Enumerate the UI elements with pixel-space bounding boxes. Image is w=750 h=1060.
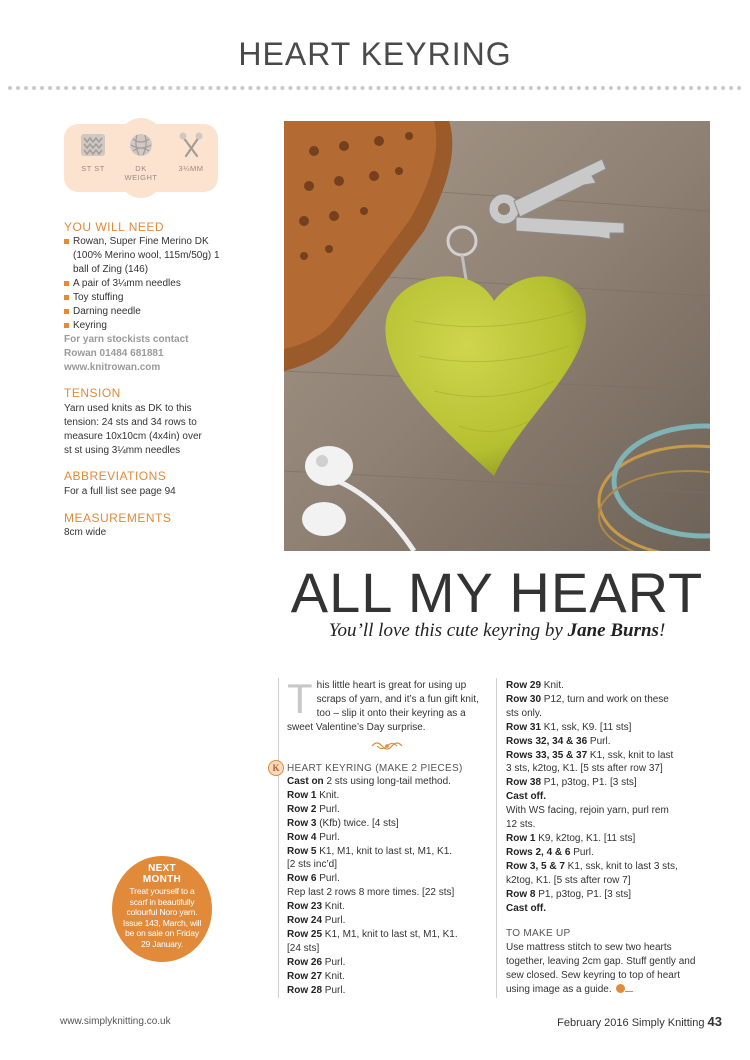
- step-text: P1, p3tog, P1. [3 sts]: [535, 888, 632, 900]
- step-text: Purl.: [587, 735, 611, 747]
- to-make-up-text: Use mattress stitch to sew two hearts together, leaving 2cm gap. Stuff gently and sew closed. Sew keyring to top of heart using image as a guide.: [506, 942, 696, 995]
- pattern-column-1: [287, 775, 492, 998]
- step-label: Row 26: [287, 956, 323, 968]
- pattern-step: [287, 984, 492, 998]
- pattern-step: [506, 749, 711, 777]
- column-divider: [278, 678, 279, 998]
- step-label: Row 3: [287, 817, 317, 829]
- footer-url: www.simplyknitting.co.uk: [60, 1016, 171, 1027]
- pattern-info-badge: [64, 124, 218, 192]
- materials-list: [64, 235, 244, 333]
- step-label: Row 1: [287, 789, 317, 801]
- list-item: Rowan, Super Fine Merino DK (100% Merino wool, 115m/50g) 1 ball of Zing (146): [64, 235, 223, 277]
- list-item: Darning needle: [64, 305, 244, 319]
- abbreviations-text: For a full list see page 94: [64, 486, 176, 497]
- step-label: Row 30: [506, 693, 542, 705]
- step-text: Purl.: [322, 984, 346, 996]
- page-title: HEART KEYRING: [238, 36, 512, 72]
- step-label: Rows 32, 34 & 36: [506, 735, 588, 747]
- heart-keyring-photo: [284, 121, 710, 551]
- you-will-need-heading: YOU WILL NEED: [64, 220, 165, 234]
- step-text: P12, turn and work on these sts only.: [506, 693, 669, 719]
- badge-weight: DK WEIGHT: [116, 132, 166, 182]
- step-text: K1, ssk, knit to last 3 sts, k2tog, K1. [5 sts after row 7]: [506, 860, 678, 886]
- step-text: Purl.: [322, 915, 346, 927]
- step-label: Row 25: [287, 928, 323, 940]
- step-text: Rep last 2 rows 8 more times. [22 sts]: [287, 887, 455, 899]
- yarn-ball-icon: [127, 132, 155, 158]
- pattern-step: [287, 956, 492, 970]
- step-text: P1, p3tog, P1. [3 sts]: [541, 777, 637, 789]
- measurements-text: 8cm wide: [64, 527, 107, 538]
- step-text: K1, ssk, K9. [11 sts]: [541, 721, 632, 733]
- pattern-step: [506, 735, 711, 749]
- pattern-step: [506, 721, 711, 735]
- tension-text: Yarn used knits as DK to this tension: 24 sts and 34 rows to measure 10x10cm (4x4in) over st st using 3¼mm needles: [64, 403, 202, 456]
- pattern-step: [506, 693, 711, 721]
- pattern-step: [506, 832, 711, 846]
- stockist-contact: For yarn stockists contact Rowan 01484 681881 www.knitrowan.com: [64, 334, 189, 373]
- step-text: K1, ssk, knit to last 3 sts, k2tog, K1. [5 sts after row 37]: [506, 749, 674, 775]
- needles-icon: [177, 132, 205, 158]
- step-label: Row 2: [287, 803, 317, 815]
- step-text: K1, M1, knit to last st, M1, K1. [2 sts inc’d]: [287, 845, 453, 871]
- step-label: Rows 2, 4 & 6: [506, 846, 571, 858]
- pattern-step: [287, 928, 492, 956]
- step-text: Purl.: [570, 846, 594, 858]
- footer-issue: February 2016 Simply Knitting 43: [557, 1014, 722, 1029]
- pattern-section-label: HEART KEYRING (MAKE 2 PIECES): [287, 763, 463, 774]
- page-number: 43: [707, 1014, 722, 1029]
- pattern-step: [287, 914, 492, 928]
- step-label: Row 31: [506, 721, 542, 733]
- step-label: Cast off.: [506, 791, 546, 803]
- step-text: Purl.: [316, 803, 340, 815]
- pattern-step: [506, 790, 711, 804]
- author-name: Jane Burns: [567, 620, 659, 641]
- pattern-step: [287, 845, 492, 873]
- pattern-step: [506, 902, 711, 916]
- pattern-step: [506, 846, 711, 860]
- to-make-up-heading: TO MAKE UP: [506, 928, 571, 939]
- pattern-step: [287, 872, 492, 886]
- pattern-step: [287, 775, 492, 789]
- step-label: Cast on: [287, 776, 324, 787]
- step-text: Knit.: [316, 789, 340, 801]
- step-label: Row 27: [287, 970, 323, 982]
- step-text: Purl.: [322, 956, 346, 968]
- step-label: Row 8: [506, 888, 536, 900]
- next-month-text: Treat yourself to a scarf in beautifully colourful Noro yarn. Issue 143, March, will be on sale on Friday 29 January.: [122, 886, 202, 949]
- pattern-step: [287, 900, 492, 914]
- flourish-ornament: [370, 740, 404, 752]
- you-will-need-section: [64, 235, 244, 375]
- step-label: Row 1: [506, 832, 536, 844]
- pattern-step: [287, 803, 492, 817]
- pattern-step: [287, 817, 492, 831]
- badge-stitch: ST ST: [68, 132, 118, 173]
- step-text: Knit.: [322, 901, 345, 913]
- stockinette-icon: [79, 132, 107, 158]
- step-label: Row 6: [287, 873, 317, 885]
- list-item: Toy stuffing: [64, 291, 244, 305]
- article-standfirst: You’ll love this cute keyring by Jane Burns!: [328, 620, 666, 641]
- end-mark-icon: [616, 984, 625, 993]
- step-text: K1, M1, knit to last st, M1, K1. [24 sts]: [287, 928, 458, 954]
- pattern-step: [506, 679, 711, 693]
- step-text: Purl.: [316, 873, 340, 885]
- step-text: Knit.: [541, 680, 564, 691]
- pattern-step: [287, 970, 492, 984]
- step-text: Purl.: [316, 831, 340, 843]
- step-label: Cast off.: [506, 902, 546, 914]
- tension-heading: TENSION: [64, 386, 121, 400]
- step-label: Row 28: [287, 984, 323, 996]
- list-item: Keyring: [64, 319, 244, 333]
- step-label: Rows 33, 35 & 37: [506, 749, 588, 761]
- step-label: Row 38: [506, 777, 542, 789]
- measurements-heading: MEASUREMENTS: [64, 511, 172, 525]
- list-item: A pair of 3¼mm needles: [64, 277, 244, 291]
- abbreviations-heading: ABBREVIATIONS: [64, 469, 167, 483]
- step-label: Row 5: [287, 845, 317, 857]
- step-text: (Kfb) twice. [4 sts]: [316, 817, 399, 829]
- pattern-column-2: [506, 679, 711, 915]
- step-label: Row 29: [506, 680, 542, 691]
- article-headline: ALL MY HEART: [290, 561, 704, 624]
- pattern-step: [506, 860, 711, 888]
- step-label: Row 23: [287, 901, 323, 913]
- drop-cap: T: [287, 675, 313, 722]
- step-text: Knit.: [322, 970, 345, 982]
- dotted-divider: [8, 86, 742, 90]
- step-text: 2 sts using long-tail method.: [323, 776, 451, 787]
- pattern-step: [287, 886, 492, 900]
- column-divider: [496, 678, 497, 998]
- step-text: With WS facing, rejoin yarn, purl rem 12 sts.: [506, 805, 669, 831]
- pattern-step: [287, 789, 492, 803]
- pattern-step: [287, 831, 492, 845]
- article-intro: This little heart is great for using up scraps of yarn, and it’s a fun gift knit, too – slip it onto their keyring as a sweet Valentine’s Day surprise.: [287, 675, 479, 733]
- step-label: Row 24: [287, 915, 323, 927]
- knit-k-icon: K: [268, 760, 284, 776]
- pattern-step: [506, 804, 711, 832]
- pattern-step: [506, 888, 711, 902]
- next-month-badge: NEXT MONTH Treat yourself to a scarf in beautifully colourful Noro yarn. Issue 143, March, will be on sale on Friday 29 January.: [112, 856, 212, 962]
- pattern-step: [506, 776, 711, 790]
- step-text: K9, k2tog, K1. [11 sts]: [535, 832, 636, 844]
- step-label: Row 4: [287, 831, 317, 843]
- badge-needles: 3¼MM: [166, 132, 216, 173]
- step-label: Row 3, 5 & 7: [506, 860, 565, 872]
